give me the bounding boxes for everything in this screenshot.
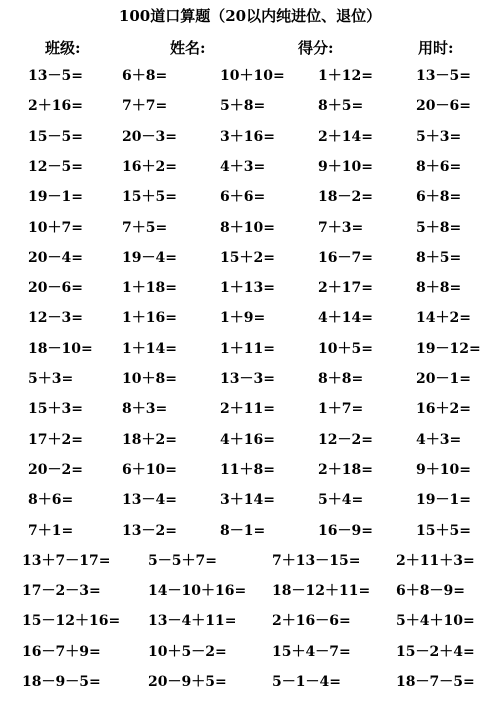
- problem: 15－5=: [28, 128, 83, 145]
- problem: 13＋7－17=: [22, 552, 111, 569]
- problem-row: [0, 458, 500, 483]
- problem: 6＋6=: [220, 189, 266, 206]
- problem: 15－2＋4=: [396, 643, 475, 660]
- problem: 2＋18=: [318, 461, 373, 478]
- problem: 13－2=: [122, 522, 177, 539]
- problem: 19－1=: [416, 492, 471, 509]
- problem-row: [0, 64, 500, 89]
- problem: 10＋7=: [28, 219, 83, 236]
- problem: 10＋10=: [220, 68, 285, 84]
- problem-row: [0, 670, 500, 695]
- problem-row: [0, 609, 500, 634]
- problem: 20－9＋5=: [148, 674, 227, 690]
- problem: 2＋14=: [318, 128, 373, 145]
- problem: 15＋2=: [220, 249, 275, 266]
- problem: 6＋8－9=: [396, 583, 465, 600]
- problem: 11＋8=: [220, 461, 275, 478]
- problem: 15＋5=: [416, 522, 471, 539]
- problem: 13－4＋11=: [148, 613, 237, 630]
- problem: 19－4=: [122, 249, 177, 266]
- problem-row: [0, 337, 500, 362]
- problem: 2＋16－6=: [272, 613, 351, 630]
- problem: 19－1=: [28, 189, 83, 206]
- problem: 15＋3=: [28, 401, 83, 418]
- problem: 5＋3=: [28, 371, 74, 387]
- problem-row: [0, 428, 500, 453]
- problem-row: [0, 488, 500, 513]
- problem-row: [0, 306, 500, 331]
- problem-row: [0, 246, 500, 271]
- problem: 8＋10=: [220, 219, 275, 236]
- problem: 18＋2=: [122, 431, 177, 448]
- problem: 18－10=: [28, 340, 93, 357]
- problem: 1＋11=: [220, 340, 275, 357]
- problem: 1＋7=: [318, 401, 364, 418]
- problem-row: [0, 125, 500, 150]
- problem-row: [0, 579, 500, 604]
- problem-row: [0, 155, 500, 180]
- time-label: 用时:: [418, 39, 454, 57]
- problem-row: [0, 276, 500, 301]
- problem: 12－2=: [318, 431, 373, 448]
- problem: 7＋13－15=: [272, 552, 361, 569]
- problem: 4＋16=: [220, 431, 275, 448]
- problem: 2＋16=: [28, 98, 83, 115]
- problem-row: [0, 549, 500, 574]
- problem-row: [0, 185, 500, 210]
- problem: 2＋17=: [318, 280, 373, 297]
- problem-row: [0, 519, 500, 544]
- problem: 1＋12=: [318, 68, 373, 84]
- problem: 1＋13=: [220, 280, 275, 297]
- problem: 8＋6=: [28, 492, 74, 509]
- problem: 20－2=: [28, 461, 83, 478]
- problem: 8＋5=: [416, 249, 462, 266]
- problem: 4＋14=: [318, 310, 373, 327]
- problem: 5＋3=: [416, 128, 462, 145]
- problem: 8＋8=: [318, 371, 364, 387]
- problem: 9＋10=: [416, 461, 471, 478]
- problem: 10＋5=: [318, 340, 373, 357]
- problem: 16－7＋9=: [22, 643, 101, 660]
- problem: 8＋6=: [416, 158, 462, 175]
- problem: 8＋8=: [416, 280, 462, 297]
- problem: 4＋3=: [220, 158, 266, 175]
- problem: 9＋10=: [318, 158, 373, 175]
- problem: 7＋1=: [28, 522, 74, 539]
- problem: 18－7－5=: [396, 674, 475, 690]
- problem: 12－5=: [28, 158, 83, 175]
- problem: 5＋8=: [416, 219, 462, 236]
- problem: 13－3=: [220, 371, 275, 387]
- problem: 10＋8=: [122, 371, 177, 387]
- problem: 1＋16=: [122, 310, 177, 327]
- problem: 18－9－5=: [22, 674, 101, 690]
- problem: 2＋11＋3=: [396, 552, 475, 569]
- problem: 10＋5－2=: [148, 643, 227, 660]
- problem: 13－4=: [122, 492, 177, 509]
- problem: 15－12＋16=: [22, 613, 121, 630]
- problem: 19－12=: [416, 340, 481, 357]
- problem-row: [0, 216, 500, 241]
- problem-row: [0, 94, 500, 119]
- problem: 16－9=: [318, 522, 373, 539]
- problem: 6＋10=: [122, 461, 177, 478]
- problem: 6＋8=: [416, 189, 462, 206]
- problem: 15＋4－7=: [272, 643, 351, 660]
- problem: 6＋8=: [122, 68, 168, 84]
- problem: 5－5＋7=: [148, 552, 217, 569]
- problem: 2＋11=: [220, 401, 275, 418]
- class-label: 班级:: [45, 39, 81, 57]
- problem: 1＋18=: [122, 280, 177, 297]
- problem: 3＋14=: [220, 492, 275, 509]
- problem: 1＋14=: [122, 340, 177, 357]
- problem: 20－6=: [416, 98, 471, 115]
- problem: 16＋2=: [122, 158, 177, 175]
- problem: 8＋5=: [318, 98, 364, 115]
- problem: 12－3=: [28, 310, 83, 327]
- problem-row: [0, 640, 500, 665]
- problem: 3＋16=: [220, 128, 275, 145]
- score-label: 得分:: [298, 39, 334, 57]
- problem: 8＋3=: [122, 401, 168, 418]
- problem: 15＋5=: [122, 189, 177, 206]
- problem: 17＋2=: [28, 431, 83, 448]
- problem: 5＋8=: [220, 98, 266, 115]
- problem: 20－6=: [28, 280, 83, 297]
- problem: 7＋7=: [122, 98, 168, 115]
- problem: 17－2－3=: [22, 583, 101, 600]
- problem: 7＋5=: [122, 219, 168, 236]
- problem-row: [0, 367, 500, 392]
- problem: 5－1－4=: [272, 674, 341, 690]
- problem: 1＋9=: [220, 310, 266, 327]
- problem: 20－4=: [28, 249, 83, 266]
- page-title: 100道口算题（20以内纯进位、退位）: [118, 7, 382, 25]
- problem-row: [0, 397, 500, 422]
- problem: 14－10＋16=: [148, 583, 247, 600]
- problem: 13－5=: [416, 68, 471, 84]
- problem: 18－12＋11=: [272, 583, 371, 600]
- problem: 5＋4＋10=: [396, 613, 475, 630]
- problem: 7＋3=: [318, 219, 364, 236]
- problem: 5＋4=: [318, 492, 364, 509]
- name-label: 姓名:: [170, 39, 206, 57]
- problem: 20－1=: [416, 371, 471, 387]
- problem: 8－1=: [220, 522, 266, 539]
- problem: 13－5=: [28, 68, 83, 84]
- problem: 18－2=: [318, 189, 373, 206]
- problem: 16＋2=: [416, 401, 471, 418]
- problem: 20－3=: [122, 128, 177, 145]
- problem: 16－7=: [318, 249, 373, 266]
- problem: 4＋3=: [416, 431, 462, 448]
- problem: 14＋2=: [416, 310, 471, 327]
